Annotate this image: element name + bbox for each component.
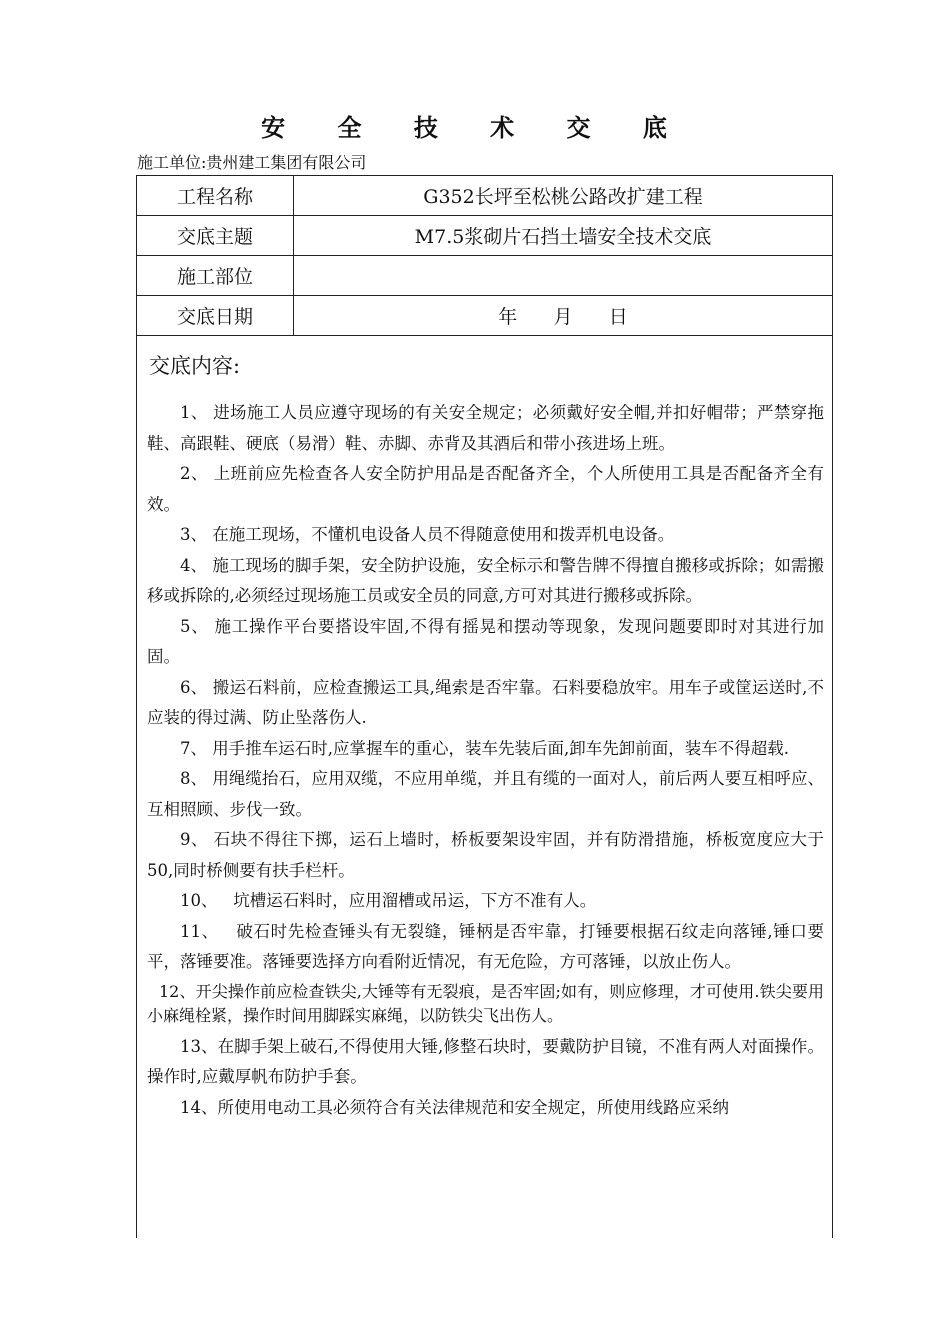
subject-label: 交底主题 (137, 216, 294, 256)
list-item: 6、 搬运石料前，应检查搬运工具,绳索是否牢靠。石料要稳放牢。用车子或筐运送时,不应装的得过满、防止坠落伤人. (147, 677, 824, 727)
list-item: 4、 施工现场的脚手架，安全防护设施，安全标示和警告牌不得擅自搬移或拆除；如需搬移或拆除的,必须经过现场施工员或安全员的同意,方可对其进行搬移或拆除。 (147, 555, 824, 605)
list-item: 1、 进场施工人员应遵守现场的有关安全规定；必须戴好安全帽,并扣好帽带；严禁穿拖鞋、高跟鞋、硬底（易滑）鞋、赤脚、赤背及其酒后和带小孩进场上班。 (147, 403, 824, 453)
table-row (137, 296, 832, 336)
list-item: 2、 上班前应先检查各人安全防护用品是否配备齐全，个人所使用工具是否配备齐全有效。 (147, 464, 824, 514)
disclosure-form (136, 175, 833, 1238)
content-heading: 交底内容: (149, 354, 241, 378)
location-label: 施工部位 (137, 256, 294, 296)
table-row (137, 176, 832, 216)
document-title: 安 全 技 术 交 底 (261, 113, 689, 142)
project-name-label: 工程名称 (137, 176, 294, 216)
subject-value: M7.5浆砌片石挡土墙安全技术交底 (294, 216, 833, 256)
list-item: 13、在脚手架上破石,不得使用大锤,修整石块时，要戴防护目镜，不准有两人对面操作。操作时,应戴厚帆布防护手套。 (147, 1036, 824, 1086)
list-item: 14、所使用电动工具必须符合有关法律规范和安全规定，所使用线路应采纳 (180, 1097, 729, 1117)
project-name-value: G352长坪至松桃公路改扩建工程 (294, 176, 833, 216)
list-item: 9、 石块不得往下掷，运石上墙时，桥板要架设牢固，并有防滑措施，桥板宽度应大于50,同时桥侧要有扶手栏杆。 (147, 830, 824, 880)
list-item: 7、 用手推车运石时,应掌握车的重心，装车先装后面,卸车先卸前面，装车不得超载. (180, 738, 789, 758)
list-item: 8、 用绳缆抬石，应用双缆，不应用单缆，并且有缆的一面对人，前后两人要互相呼应、互相照顾、步伐一致。 (147, 769, 824, 819)
list-item: 11、 破石时先检查锤头有无裂缝，锤柄是否牢靠，打锤要根据石纹走向落锤,锤口要平，落锤要准。落锤要选择方向看附近情况，有无危险，方可落锤，以放止伤人。 (147, 921, 824, 971)
table-row (137, 256, 832, 296)
table-row (137, 216, 832, 256)
date-label: 交底日期 (137, 296, 294, 336)
list-item: 12、开尖操作前应检查铁尖,大锤等有无裂痕，是否牢固;如有，则应修理，才可使用.铁尖要用小麻绳栓紧，操作时间用脚踩实麻绳，以防铁尖飞出伤人。 (147, 981, 824, 1025)
list-item: 10、 坑槽运石料时，应用溜槽或吊运，下方不准有人。 (180, 891, 597, 910)
construction-unit: 施工单位:贵州建工集团有限公司 (137, 153, 367, 172)
list-item: 5、 施工操作平台要搭设牢固,不得有摇晃和摆动等现象，发现问题要即时对其进行加固。 (147, 616, 824, 666)
list-item: 3、 在施工现场，不懂机电设备人员不得随意使用和拨弄机电设备。 (180, 525, 675, 544)
location-value (294, 256, 833, 296)
info-table (137, 176, 832, 336)
content-body (137, 380, 832, 1123)
date-value: 年 月 日 (294, 296, 833, 336)
